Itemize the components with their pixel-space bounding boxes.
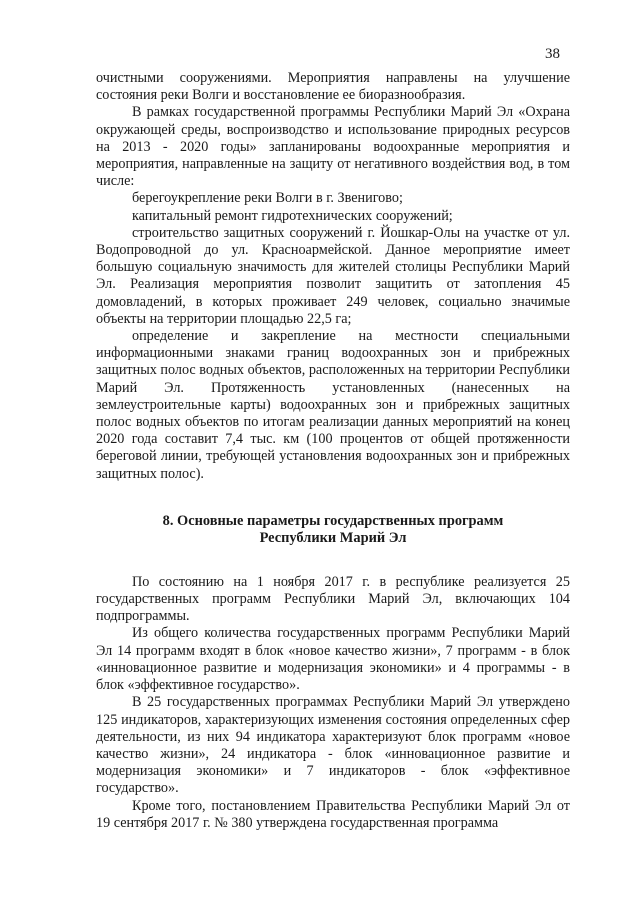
list-item: капитальный ремонт гидротехнических сооружений; — [132, 207, 453, 224]
paragraph: По состоянию на 1 ноября 2017 г. в республике реализуется 25 государственных программ Республики Марий Эл, включающих 104 подпрограммы. — [96, 573, 570, 625]
paragraph: В 25 государственных программах Республики Марий Эл утверждено 125 индикаторов, характеризующих изменения состояния определенных сфер деятельности, из них 94 индикатора характеризуют блок программ «новое качество жизни», 24 индикатора - блок «инновационное развитие и модернизация экономики» и 7 индикаторов - блок «эффективное государство». — [96, 694, 570, 797]
document-body — [96, 70, 570, 832]
list-item: берегоукрепление реки Волги в г. Звенигово; — [132, 190, 403, 207]
paragraph: Кроме того, постановлением Правительства Республики Марий Эл от 19 сентября 2017 г. № 380 утверждена государственная программа — [96, 797, 570, 831]
list-item: строительство защитных сооружений г. Йошкар-Олы на участке от ул. Водопроводной до ул. Красноармейской. Данное мероприятие имеет большую социальную значимость для жителей столицы Республики Марий Эл. Реализация мероприятия позволит защитить от затопления 45 домовладений, в которых проживает 249 человек, социально значимые объекты на территории площадью 22,5 га; — [96, 224, 570, 327]
paragraph: Из общего количества государственных программ Республики Марий Эл 14 программ входят в блок «новое качество жизни», 7 программ - в блок «инновационное развитие и модернизация экономики» и 4 программы - в блок «эффективное государство». — [96, 625, 570, 694]
section-heading-line: 8. Основные параметры государственных программ — [162, 512, 504, 529]
page-number: 38 — [545, 46, 560, 62]
paragraph: В рамках государственной программы Республики Марий Эл «Охрана окружающей среды, воспроизводство и использование природных ресурсов на 2013 - 2020 годы» запланированы водоохранные мероприятия и мероприятия, направленные на защиту от негативного воздействия вод, в том числе: — [96, 104, 570, 190]
paragraph: очистными сооружениями. Мероприятия направлены на улучшение состояния реки Волги и восстановление ее биоразнообразия. — [96, 70, 570, 104]
list-item: определение и закрепление на местности специальными информационными знаками границ водоохранных зон и прибрежных защитных полос водных объектов, расположенных на территории Республики Марий Эл. Протяженность установленных (нанесенных на землеустроительные карты) водоохранных зон и прибрежных защитных полос водных объектов по итогам реализации данных мероприятий на конец 2020 года составит 7,4 тыс. км (100 процентов от общей протяженности береговой линии, требующей установления водоохранных зон и прибрежных защитных полос). — [96, 328, 570, 482]
section-heading — [96, 513, 570, 548]
section-heading-line: Республики Марий Эл — [259, 530, 407, 547]
